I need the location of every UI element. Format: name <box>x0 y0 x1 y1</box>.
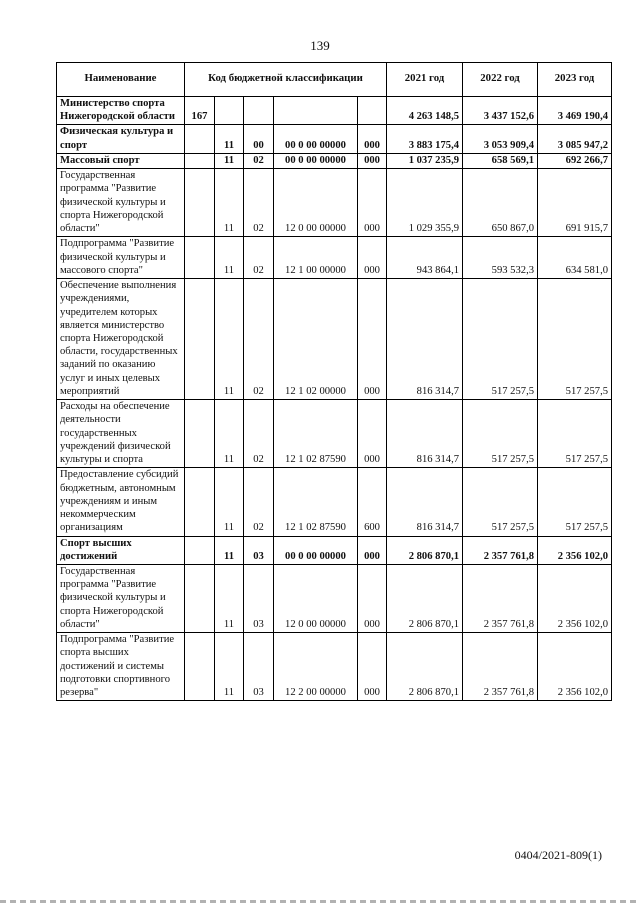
header-name: Наименование <box>57 63 185 97</box>
cell-code-ministry <box>185 169 215 237</box>
cell-amount-2022: 2 357 761,8 <box>463 564 538 632</box>
cell-code-expense-type: 000 <box>358 564 387 632</box>
cell-name: Государственная программа "Развитие физической культуры и спорта Нижегородской области" <box>57 564 185 632</box>
cell-name: Государственная программа "Развитие физической культуры и спорта Нижегородской области" <box>57 169 185 237</box>
budget-table <box>56 62 612 701</box>
scan-edge-line <box>0 900 640 903</box>
cell-amount-2021: 3 883 175,4 <box>387 125 463 153</box>
cell-code-section: 11 <box>215 468 244 536</box>
table-body <box>57 97 612 701</box>
cell-name: Спорт высших достижений <box>57 536 185 564</box>
cell-code-target: 12 1 00 00000 <box>274 237 358 279</box>
cell-code-section: 11 <box>215 237 244 279</box>
cell-code-subsection: 02 <box>244 153 274 168</box>
cell-code-ministry <box>185 536 215 564</box>
cell-name: Предоставление субсидий бюджетным, автономным учреждениям и иным некоммерческим организациям <box>57 468 185 536</box>
cell-code-expense-type: 000 <box>358 400 387 468</box>
cell-name: Массовый спорт <box>57 153 185 168</box>
cell-name: Подпрограмма "Развитие физической культуры и массового спорта" <box>57 237 185 279</box>
table-row <box>57 279 612 400</box>
cell-code-target: 12 2 00 00000 <box>274 633 358 701</box>
cell-amount-2021: 816 314,7 <box>387 279 463 400</box>
header-2022: 2022 год <box>463 63 538 97</box>
cell-code-section: 11 <box>215 279 244 400</box>
cell-code-expense-type: 000 <box>358 169 387 237</box>
cell-code-section: 11 <box>215 400 244 468</box>
cell-amount-2023: 691 915,7 <box>538 169 612 237</box>
cell-code-section: 11 <box>215 169 244 237</box>
cell-code-subsection: 03 <box>244 536 274 564</box>
cell-name: Расходы на обеспечение деятельности государственных учреждений физической культуры и спорта <box>57 400 185 468</box>
cell-code-subsection: 02 <box>244 279 274 400</box>
cell-amount-2021: 816 314,7 <box>387 400 463 468</box>
cell-code-target: 12 0 00 00000 <box>274 564 358 632</box>
cell-code-ministry <box>185 633 215 701</box>
cell-code-subsection: 02 <box>244 400 274 468</box>
cell-amount-2021: 1 029 355,9 <box>387 169 463 237</box>
cell-code-ministry <box>185 153 215 168</box>
table-row <box>57 97 612 125</box>
cell-code-expense-type: 000 <box>358 125 387 153</box>
cell-code-subsection: 02 <box>244 468 274 536</box>
document-id: 0404/2021-809(1) <box>514 848 602 862</box>
cell-code-expense-type: 600 <box>358 468 387 536</box>
cell-code-ministry <box>185 125 215 153</box>
cell-amount-2022: 517 257,5 <box>463 279 538 400</box>
table-row <box>57 468 612 536</box>
cell-amount-2023: 634 581,0 <box>538 237 612 279</box>
cell-amount-2022: 517 257,5 <box>463 468 538 536</box>
cell-code-ministry <box>185 279 215 400</box>
cell-amount-2022: 3 437 152,6 <box>463 97 538 125</box>
table-row <box>57 633 612 701</box>
cell-code-target: 12 0 00 00000 <box>274 169 358 237</box>
cell-amount-2022: 517 257,5 <box>463 400 538 468</box>
cell-amount-2023: 3 085 947,2 <box>538 125 612 153</box>
cell-code-section: 11 <box>215 153 244 168</box>
header-2021: 2021 год <box>387 63 463 97</box>
cell-amount-2023: 517 257,5 <box>538 468 612 536</box>
cell-amount-2023: 3 469 190,4 <box>538 97 612 125</box>
table-row <box>57 536 612 564</box>
cell-code-target: 00 0 00 00000 <box>274 125 358 153</box>
table-header-row <box>57 63 612 97</box>
cell-code-target: 00 0 00 00000 <box>274 153 358 168</box>
cell-code-section: 11 <box>215 125 244 153</box>
cell-amount-2021: 2 806 870,1 <box>387 564 463 632</box>
cell-amount-2021: 816 314,7 <box>387 468 463 536</box>
cell-amount-2022: 2 357 761,8 <box>463 633 538 701</box>
table-row <box>57 125 612 153</box>
cell-code-ministry: 167 <box>185 97 215 125</box>
cell-code-subsection: 02 <box>244 169 274 237</box>
cell-code-section <box>215 97 244 125</box>
cell-code-section: 11 <box>215 536 244 564</box>
cell-code-ministry <box>185 564 215 632</box>
cell-amount-2022: 593 532,3 <box>463 237 538 279</box>
cell-amount-2021: 2 806 870,1 <box>387 633 463 701</box>
cell-code-subsection: 03 <box>244 564 274 632</box>
cell-code-section: 11 <box>215 564 244 632</box>
table-row <box>57 400 612 468</box>
cell-code-ministry <box>185 400 215 468</box>
cell-code-expense-type: 000 <box>358 536 387 564</box>
cell-amount-2022: 3 053 909,4 <box>463 125 538 153</box>
cell-code-expense-type <box>358 97 387 125</box>
cell-code-target: 12 1 02 00000 <box>274 279 358 400</box>
cell-code-subsection <box>244 97 274 125</box>
page-number: 139 <box>310 38 330 53</box>
cell-code-target <box>274 97 358 125</box>
cell-code-expense-type: 000 <box>358 633 387 701</box>
cell-name: Подпрограмма "Развитие спорта высших достижений и системы подготовки спортивного резерва" <box>57 633 185 701</box>
cell-code-subsection: 00 <box>244 125 274 153</box>
cell-amount-2021: 943 864,1 <box>387 237 463 279</box>
cell-amount-2023: 2 356 102,0 <box>538 633 612 701</box>
cell-code-subsection: 02 <box>244 237 274 279</box>
cell-code-expense-type: 000 <box>358 279 387 400</box>
cell-code-expense-type: 000 <box>358 153 387 168</box>
cell-code-target: 12 1 02 87590 <box>274 400 358 468</box>
header-code: Код бюджетной классификации <box>185 63 387 97</box>
cell-code-ministry <box>185 468 215 536</box>
cell-amount-2023: 517 257,5 <box>538 400 612 468</box>
cell-amount-2022: 658 569,1 <box>463 153 538 168</box>
cell-name: Физическая культура и спорт <box>57 125 185 153</box>
cell-amount-2023: 517 257,5 <box>538 279 612 400</box>
cell-code-subsection: 03 <box>244 633 274 701</box>
cell-name: Обеспечение выполнения учреждениями, учредителем которых является министерство спорта Нижегородской области, государственных заданий по оказанию услуг и иных целевых мероприятий <box>57 279 185 400</box>
table-row <box>57 169 612 237</box>
cell-code-ministry <box>185 237 215 279</box>
cell-code-expense-type: 000 <box>358 237 387 279</box>
cell-amount-2022: 2 357 761,8 <box>463 536 538 564</box>
cell-amount-2021: 4 263 148,5 <box>387 97 463 125</box>
cell-amount-2023: 2 356 102,0 <box>538 564 612 632</box>
cell-amount-2023: 2 356 102,0 <box>538 536 612 564</box>
cell-name: Министерство спорта Нижегородской области <box>57 97 185 125</box>
table-row <box>57 564 612 632</box>
cell-code-target: 00 0 00 00000 <box>274 536 358 564</box>
header-2023: 2023 год <box>538 63 612 97</box>
cell-amount-2021: 2 806 870,1 <box>387 536 463 564</box>
cell-amount-2021: 1 037 235,9 <box>387 153 463 168</box>
cell-code-target: 12 1 02 87590 <box>274 468 358 536</box>
cell-code-section: 11 <box>215 633 244 701</box>
table-row <box>57 237 612 279</box>
cell-amount-2022: 650 867,0 <box>463 169 538 237</box>
cell-amount-2023: 692 266,7 <box>538 153 612 168</box>
table-row <box>57 153 612 168</box>
